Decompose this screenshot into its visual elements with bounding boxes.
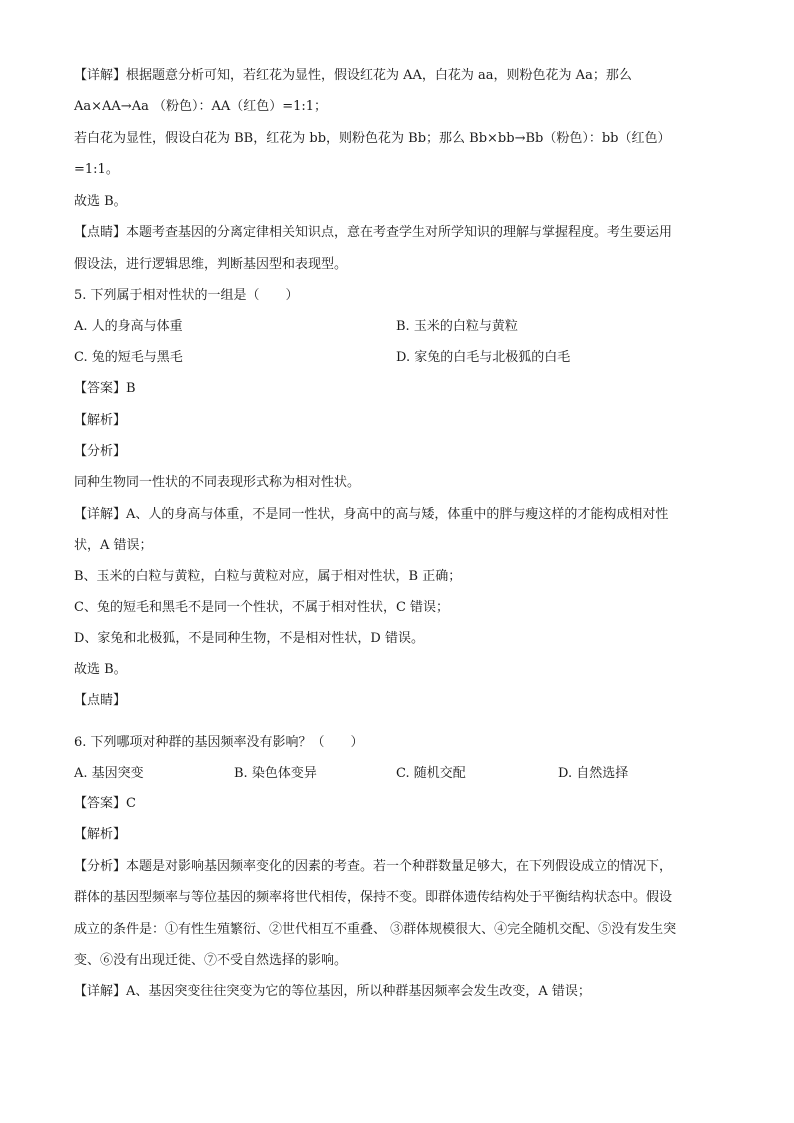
q5-point-tag: 【点睛】 [74, 693, 127, 708]
q5-detail-line-3: B、玉米的白粒与黄粒，白粒与黄粒对应，属于相对性状，B 正确； [74, 569, 462, 584]
q5-detail-line-4: C、兔的短毛和黑毛不是同一个性状，不属于相对性状，C 错误； [74, 600, 450, 615]
q5-fenxi-tag: 【分析】 [74, 444, 127, 459]
q5-fenxi-text: 同种生物同一性状的不同表现形式称为相对性状。 [74, 475, 361, 490]
q6-option-a: A. 基因突变 [74, 766, 144, 781]
q5-option-c: C. 兔的短毛与黑毛 [74, 350, 183, 365]
q5-detail-line-5: D、家兔和北极狐，不是同种生物，不是相对性状，D 错误。 [74, 631, 424, 646]
q6-option-d: D. 自然选择 [558, 766, 629, 781]
q6-option-b: B. 染色体变异 [234, 766, 317, 781]
q6-answer: 【答案】C [74, 796, 136, 811]
q4-point-line-2: 假设法，进行逻辑思维，判断基因型和表现型。 [74, 257, 348, 272]
q4-detail-line-2: Aa×AA→Aa （粉色）：AA（红色）=1:1； [74, 99, 328, 114]
q6-fenxi-line-1: 【分析】本题是对影响基因频率变化的因素的考查。若一个种群数量足够大，在下列假设成立的情况下， [74, 859, 673, 874]
q5-option-a: A. 人的身高与体重 [74, 319, 183, 334]
q5-option-b: B. 玉米的白粒与黄粒 [396, 319, 518, 334]
q6-stem: 6. 下列哪项对种群的基因频率没有影响？（ ） [74, 735, 364, 750]
q4-choose: 故选 B。 [74, 194, 127, 209]
q6-fenxi-line-4: 变、⑥没有出现迁徙、⑦不受自然选择的影响。 [74, 953, 348, 968]
q5-option-d: D. 家兔的白毛与北极狐的白毛 [396, 350, 571, 365]
q5-stem: 5. 下列属于相对性状的一组是（ ） [74, 288, 299, 303]
q6-option-c: C. 随机交配 [396, 766, 466, 781]
q4-point-line-1: 【点睛】本题考查基因的分离定律相关知识点，意在考查学生对所学知识的理解与掌握程度。考生要运用 [74, 225, 673, 240]
q5-analysis-tag: 【解析】 [74, 413, 127, 428]
q6-detail-line-1: 【详解】A、基因突变往往突变为它的等位基因，所以种群基因频率会发生改变，A 错误； [74, 984, 591, 999]
q5-detail-line-1: 【详解】A、人的身高与体重，不是同一性状，身高中的高与矮，体重中的胖与瘦这样的才能构成相对性 [74, 507, 669, 522]
q5-answer: 【答案】B [74, 381, 136, 396]
q4-detail-line-1: 【详解】根据题意分析可知，若红花为显性，假设红花为 AA，白花为 aa，则粉色花为 Aa；那么 [74, 68, 632, 83]
q6-fenxi-line-3: 成立的条件是：①有性生殖繁衍、②世代相互不重叠、 ③群体规模很大、④完全随机交配、⑤没有发生突 [74, 922, 677, 937]
q6-fenxi-line-2: 群体的基因型频率与等位基因的频率将世代相传，保持不变。即群体遗传结构处于平衡结构状态中。假设 [74, 890, 673, 905]
q4-detail-line-3: 若白花为显性，假设白花为 BB，红花为 bb，则粉色花为 Bb；那么 Bb×bb→Bb（粉色）：bb（红色） [74, 131, 671, 146]
q4-detail-line-4: =1:1。 [74, 162, 119, 177]
q5-choose: 故选 B。 [74, 662, 127, 677]
q5-detail-line-2: 状，A 错误； [74, 538, 153, 553]
q6-analysis-tag: 【解析】 [74, 827, 127, 842]
